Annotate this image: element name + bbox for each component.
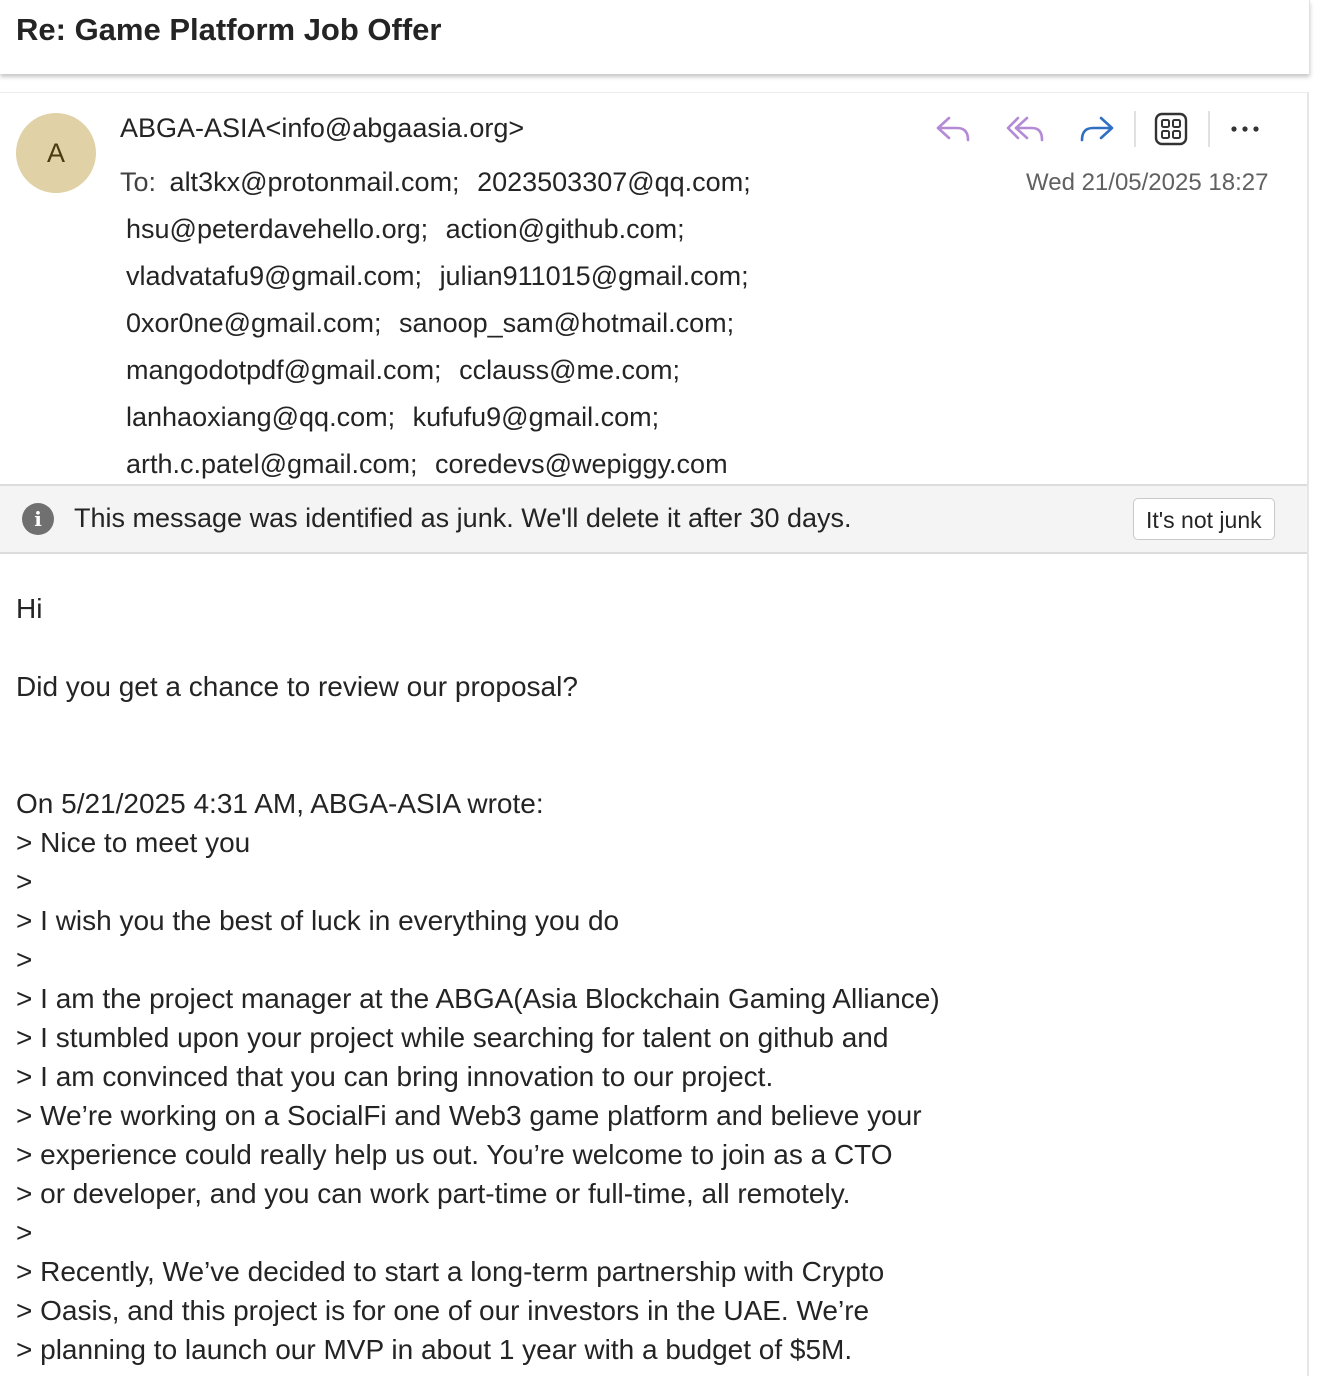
sender-line[interactable]: [120, 113, 524, 144]
info-icon: i: [22, 503, 54, 535]
reply-all-icon: [1004, 112, 1046, 146]
reply-button[interactable]: [930, 107, 976, 151]
to-label: To:: [120, 167, 157, 197]
reply-icon: [933, 112, 973, 146]
more-actions-button[interactable]: [1222, 107, 1268, 151]
message-body: [16, 589, 1286, 1369]
blank-line: [16, 706, 1286, 745]
quoted-line: >: [16, 1217, 33, 1248]
forward-icon: [1077, 112, 1117, 146]
junk-notice-text: This message was identified as junk. We'll delete it after 30 days.: [74, 503, 852, 533]
quote-header: On 5/21/2025 4:31 AM, ABGA-ASIA wrote:: [16, 788, 544, 819]
toolbar-divider: [1134, 111, 1136, 147]
recipient[interactable]: action@github.com;: [445, 214, 685, 244]
quoted-line: > I stumbled upon your project while searching for talent on github and: [16, 1022, 889, 1053]
recipient[interactable]: vladvatafu9@gmail.com;: [126, 261, 423, 291]
recipient[interactable]: 2023503307@qq.com;: [477, 167, 751, 197]
toolbar-divider-2: [1208, 111, 1210, 147]
recipient-line: [120, 257, 880, 304]
recipient[interactable]: 0xor0ne@gmail.com;: [126, 308, 382, 338]
blank-line: [16, 628, 1286, 667]
quoted-line: > We’re working on a SocialFi and Web3 game platform and believe your: [16, 1100, 922, 1131]
quoted-line: > experience could really help us out. You’re welcome to join as a CTO: [16, 1139, 893, 1170]
not-junk-button[interactable]: It's not junk: [1133, 498, 1275, 540]
message-pane: [0, 92, 1309, 1376]
recipient-line: [120, 304, 880, 351]
quoted-line: >: [16, 866, 33, 897]
recipient[interactable]: kufufu9@gmail.com;: [412, 402, 660, 432]
quoted-line: > Nice to meet you: [16, 827, 251, 858]
recipient-line: [120, 398, 880, 445]
sender-email[interactable]: <info@abgaasia.org>: [265, 113, 525, 143]
reply-all-button[interactable]: [1002, 107, 1048, 151]
sender-name[interactable]: ABGA-ASIA: [120, 113, 266, 143]
quoted-line: > Oasis, and this project is for one of our investors in the UAE. We’re: [16, 1295, 870, 1326]
apps-grid-icon: [1153, 111, 1189, 147]
body-question: Did you get a chance to review our proposal?: [16, 671, 578, 702]
quoted-line: >: [16, 944, 33, 975]
recipient[interactable]: coredevs@wepiggy.com: [435, 449, 728, 479]
email-subject: Re: Game Platform Job Offer: [16, 12, 442, 47]
recipient[interactable]: sanoop_sam@hotmail.com;: [399, 308, 735, 338]
quoted-line: > planning to launch our MVP in about 1 year with a budget of $5M.: [16, 1334, 853, 1365]
recipient[interactable]: hsu@peterdavehello.org;: [126, 214, 429, 244]
message-date: Wed 21/05/2025 18:27: [1026, 169, 1269, 196]
recipient[interactable]: lanhaoxiang@qq.com;: [126, 402, 396, 432]
quoted-line: > I wish you the best of luck in everything you do: [16, 905, 620, 936]
recipient[interactable]: cclauss@me.com;: [459, 355, 681, 385]
subject-bar: [0, 0, 1310, 74]
more-icon: [1227, 119, 1263, 139]
blank-line: [16, 745, 1286, 784]
recipient[interactable]: arth.c.patel@gmail.com;: [126, 449, 418, 479]
quoted-line: > I am the project manager at the ABGA(Asia Blockchain Gaming Alliance): [16, 983, 940, 1014]
recipient[interactable]: julian911015@gmail.com;: [439, 261, 749, 291]
recipient-line: [120, 210, 880, 257]
sender-avatar[interactable]: A: [16, 113, 96, 193]
quoted-line: > I am convinced that you can bring innovation to our project.: [16, 1061, 774, 1092]
recipient[interactable]: mangodotpdf@gmail.com;: [126, 355, 442, 385]
body-greeting: Hi: [16, 593, 43, 624]
junk-notice-bar: [0, 484, 1307, 554]
apps-button[interactable]: [1148, 107, 1194, 151]
forward-button[interactable]: [1074, 107, 1120, 151]
recipient[interactable]: alt3kx@protonmail.com;: [169, 167, 460, 197]
quoted-line: > Recently, We’ve decided to start a long-term partnership with Crypto: [16, 1256, 885, 1287]
recipient-line: [120, 163, 880, 210]
recipient-list: [120, 163, 880, 492]
recipient-line: [120, 351, 880, 398]
quoted-line: > or developer, and you can work part-time or full-time, all remotely.: [16, 1178, 851, 1209]
